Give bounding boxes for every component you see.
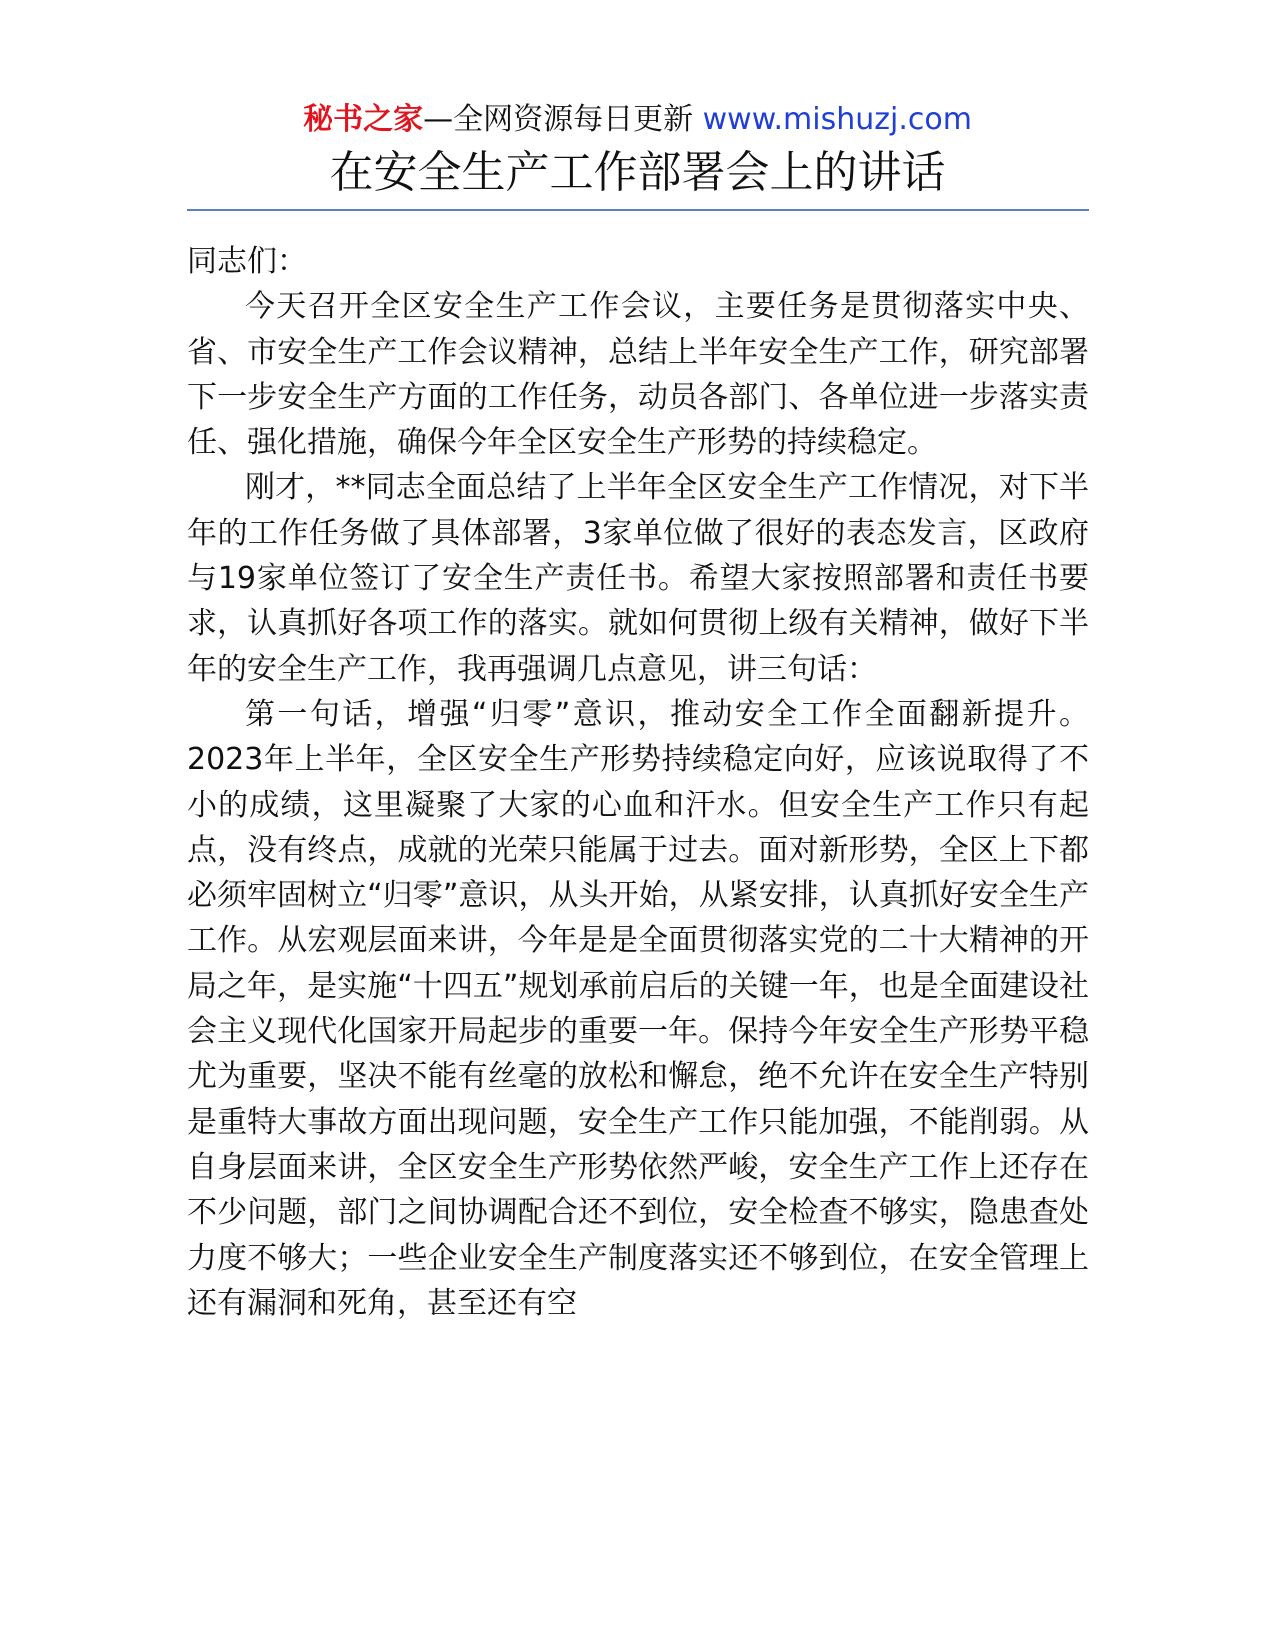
document-title: 在安全生产工作部署会上的讲话 (329, 147, 946, 198)
body-paragraph-2: 刚才，**同志全面总结了上半年全区安全生产工作情况，对下半年的工作任务做了具体部署，3家单位做了很好的表态发言，区政府与19家单位签订了安全生产责任书。希望大家按照部署和责任书要求，认真抓好各项工作的落实。就如何贯彻上级有关精神，做好下半年的安全生产工作，我再强调几点意见，讲三句话： (187, 470, 1089, 687)
title-divider (187, 209, 1089, 211)
site-url-link[interactable]: www.mishuzj.com (702, 102, 972, 137)
site-header (0, 100, 1275, 140)
body-paragraph-1: 今天召开全区安全生产工作会议，主要任务是贯彻落实中央、省、市安全生产工作会议精神，总结上半年安全生产工作，研究部署下一步安全生产方面的工作任务，动员各部门、各单位进一步落实责任、强化措施，确保今年全区安全生产形势的持续稳定。 (187, 289, 1089, 461)
brand-name: 秘书之家 (303, 102, 424, 137)
document-body (187, 239, 1089, 1326)
header-slogan: —全网资源每日更新 (423, 102, 703, 137)
body-paragraph-3: 第一句话，增强“归零”意识，推动安全工作全面翻新提升。2023年上半年，全区安全生产形势持续稳定向好，应该说取得了不小的成绩，这里凝聚了大家的心血和汗水。但安全生产工作只有起点，没有终点，成就的光荣只能属于过去。面对新形势，全区上下都必须牢固树立“归零”意识，从头开始，从紧安排，认真抓好安全生产工作。从宏观层面来讲，今年是是全面贯彻落实党的二十大精神的开局之年，是实施“十四五”规划承前启后的关键一年，也是全面建设社会主义现代化国家开局起步的重要一年。保持今年安全生产形势平稳尤为重要，坚决不能有丝毫的放松和懈怠，绝不允许在安全生产特别是重特大事故方面出现问题，安全生产工作只能加强，不能削弱。从自身层面来讲，全区安全生产形势依然严峻，安全生产工作上还存在不少问题，部门之间协调配合还不到位，安全检查不够实，隐患查处力度不够大；一些企业安全生产制度落实还不够到位，在安全管理上还有漏洞和死角，甚至还有空 (187, 696, 1089, 1321)
salutation: 同志们： (187, 244, 307, 279)
